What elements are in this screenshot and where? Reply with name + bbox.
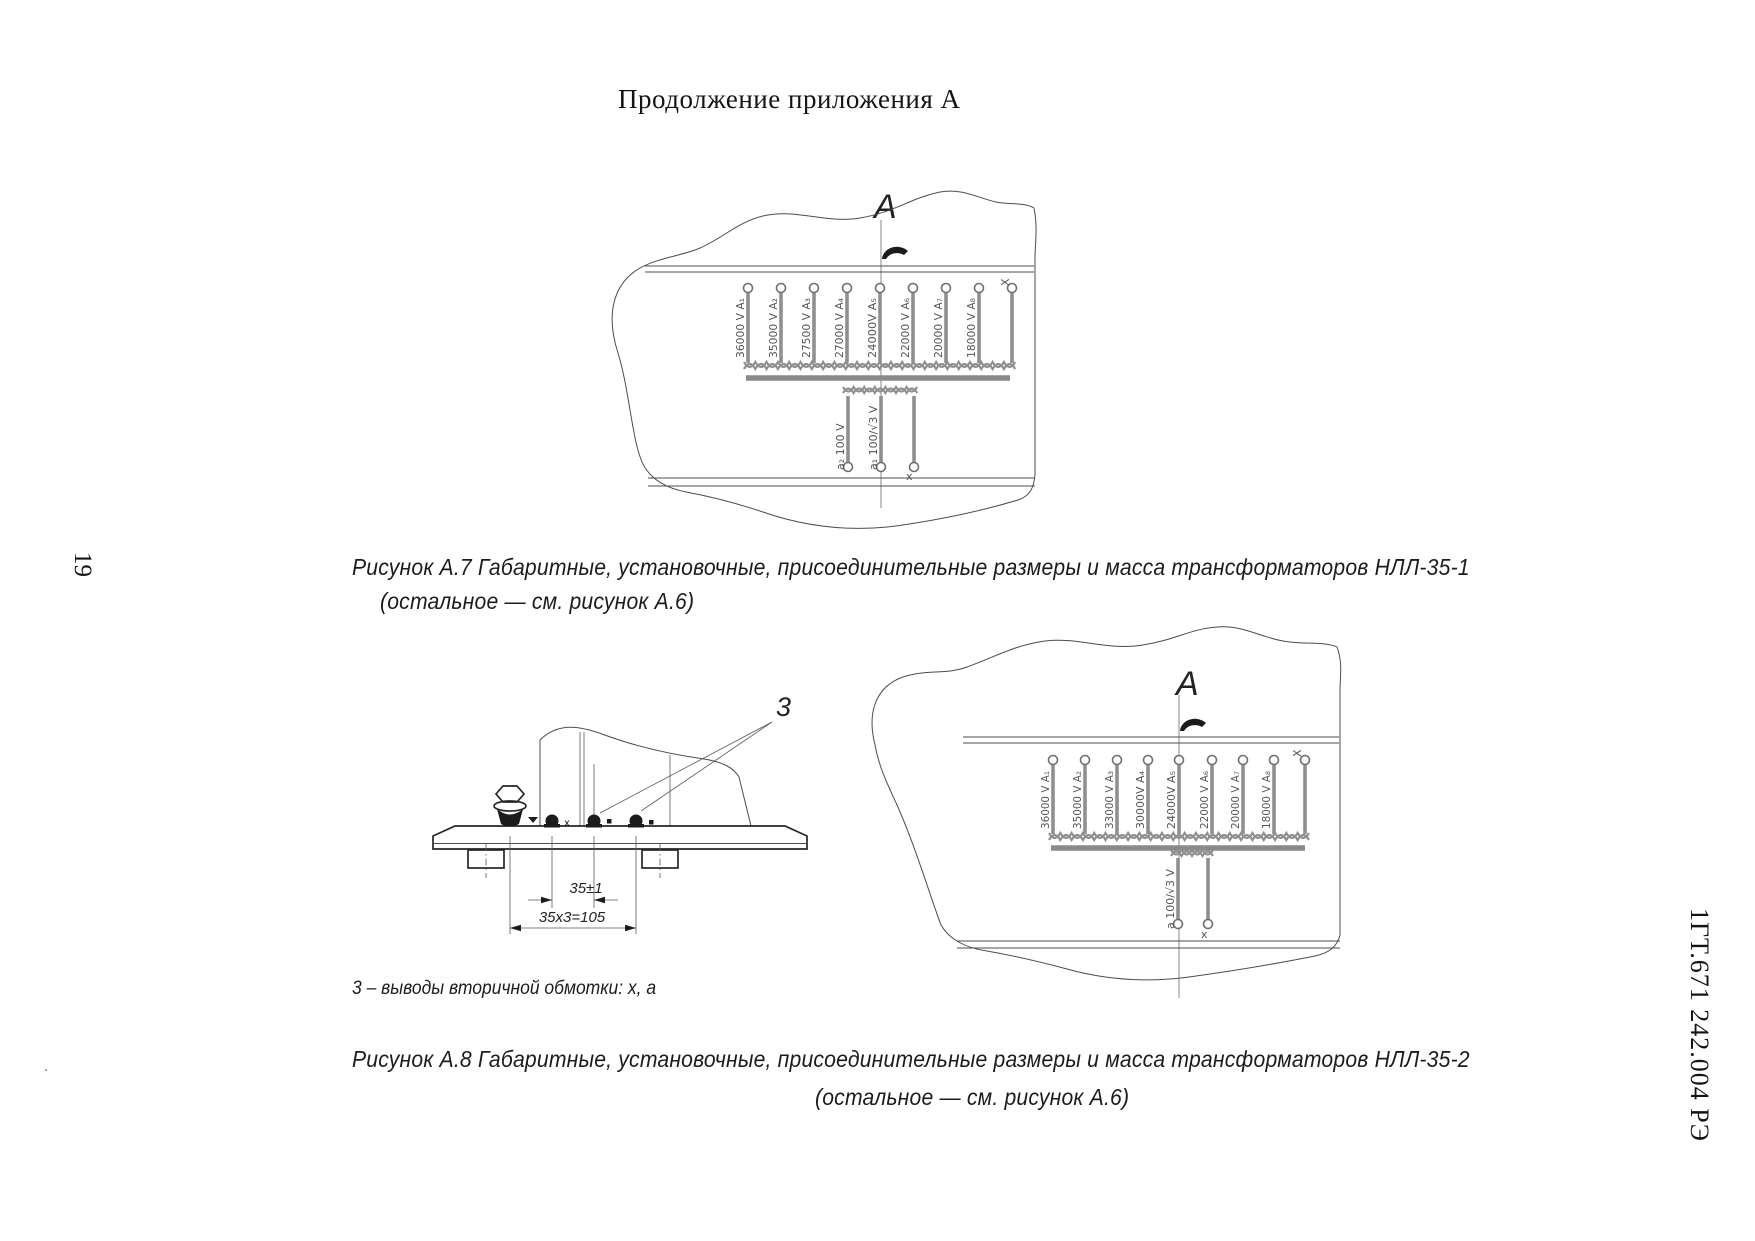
view-a-label: А <box>874 188 897 226</box>
figure-a8-caption-line1: Рисунок А.8 Габаритные, установочные, присоединительные размеры и масса трансформаторов НЛЛ-35-2 <box>352 1046 1470 1072</box>
leader-line <box>600 722 772 813</box>
page-number: 19 <box>69 552 96 577</box>
figure-a7-caption-line1: Рисунок А.7 Габаритные, установочные, присоединительные размеры и масса трансформаторов НЛЛ-35-1 <box>352 554 1470 580</box>
tap-label: 22000 V А₆ <box>899 296 912 358</box>
secondary-winding <box>834 387 919 483</box>
secondary-label: а₁ 100/√3 V <box>867 405 880 470</box>
tap-label: 36000 V А₁ <box>1039 767 1052 829</box>
tap-label: 27000 V А₄ <box>833 296 846 358</box>
tap-label: 18000 V А₈ <box>1260 767 1273 829</box>
figure-a7-caption-line2: (остальное — см. рисунок А.6) <box>380 588 695 614</box>
tap-terminal <box>1049 756 1058 765</box>
tap-terminal <box>1175 756 1184 765</box>
tap-label: 18000 V А₈ <box>965 296 978 358</box>
figure-a8-caption-line2: (остальное — см. рисунок А.6) <box>815 1084 1130 1110</box>
tap-terminal <box>876 284 885 293</box>
base-plate <box>433 826 807 849</box>
dim-step-label: 35±1 <box>569 880 603 897</box>
secondary-label-x: х <box>1201 928 1208 941</box>
document-number: 1ГТ.671 242.004 РЭ <box>1685 908 1714 1142</box>
tap-terminal <box>909 284 918 293</box>
callout-3: 3 <box>776 692 792 722</box>
figure-a8-drawing <box>845 595 1355 1005</box>
secondary-label: а₂ 100 V <box>834 423 847 470</box>
terminal-mark <box>528 817 538 823</box>
tap-label: 24000V А₅ <box>866 300 879 358</box>
tap-label-x: Х <box>999 278 1012 286</box>
tap-terminal <box>1270 756 1279 765</box>
hv-winding <box>734 278 1017 378</box>
page-title: Продолжение приложения А <box>618 84 961 114</box>
tap-terminal <box>1239 756 1248 765</box>
primary-terminal-bolt <box>494 786 526 827</box>
tap-terminal <box>810 284 819 293</box>
tap-label: 35000 V А₂ <box>1071 767 1084 829</box>
terminal-mark <box>607 819 612 824</box>
tap-terminal <box>975 284 984 293</box>
tap-terminal <box>1081 756 1090 765</box>
tap-label: 33000 V А₃ <box>1103 767 1116 829</box>
tap-label-x: Х <box>1291 749 1304 757</box>
terminal-mark <box>649 820 654 825</box>
hv-winding <box>1039 749 1310 848</box>
tap-label: 30000V А₄ <box>1134 771 1147 829</box>
secondary-winding <box>1164 850 1213 941</box>
view-cut-mark <box>1180 719 1206 731</box>
tap-terminal <box>1113 756 1122 765</box>
figure-side-view-drawing <box>420 612 820 942</box>
secondary-terminal-bolts <box>528 815 654 830</box>
view-cut-mark <box>882 247 908 259</box>
secondary-label: а 100/√3 V <box>1164 869 1177 929</box>
tap-label: 20000 V А₇ <box>1229 767 1242 829</box>
tap-label: 22000 V А₆ <box>1198 767 1211 829</box>
tap-label: 35000 V А₂ <box>767 296 780 358</box>
dimensions <box>510 836 636 934</box>
tap-terminal <box>1208 756 1217 765</box>
tap-terminal <box>777 284 786 293</box>
tap-label: 36000 V А₁ <box>734 296 747 358</box>
terminal-mark-x: x <box>564 818 570 829</box>
tap-terminal <box>744 284 753 293</box>
body-outline <box>540 727 751 826</box>
view-a-label: А <box>1176 665 1199 703</box>
tap-terminal <box>942 284 951 293</box>
tap-label: 27500 V А₃ <box>800 296 813 358</box>
dim-total-label: 35x3=105 <box>538 909 606 926</box>
tap-terminal <box>843 284 852 293</box>
secondary-label-x: х <box>906 470 913 483</box>
figure-side-note: 3 – выводы вторичной обмотки: х, а <box>352 978 657 999</box>
figure-a7-drawing <box>548 158 1048 548</box>
tap-label: 20000 V А₇ <box>932 296 945 358</box>
tap-terminal <box>1144 756 1153 765</box>
stray-mark: . <box>44 1058 48 1075</box>
tap-label: 24000V А₅ <box>1165 771 1178 829</box>
leader-line <box>641 722 772 811</box>
